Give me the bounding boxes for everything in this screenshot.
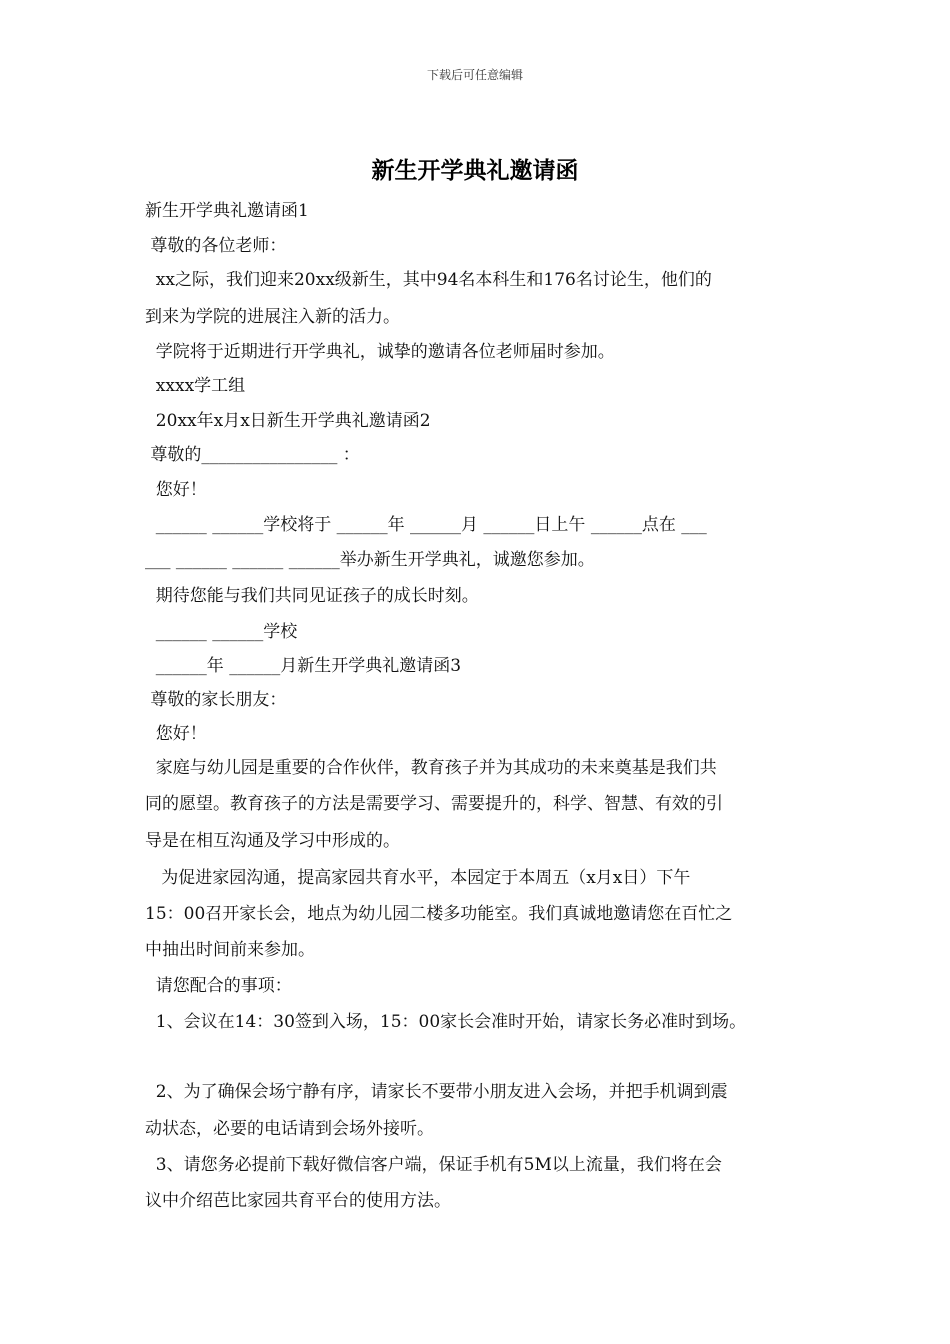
body-line: ___ ______ ______ ______举办新生开学典礼，诚邀您参加。: [145, 550, 595, 570]
body-line: xxxx学工组: [145, 376, 246, 396]
body-line: 尊敬的________________ ：: [145, 445, 360, 465]
body-line: 15：00召开家长会，地点为幼儿园二楼多功能室。我们真诚地邀请您在百忙之: [145, 904, 733, 924]
body-line: 2、为了确保会场宁静有序，请家长不要带小朋友进入会场，并把手机调到震: [145, 1082, 728, 1102]
body-line: 您好！: [145, 724, 207, 744]
download-note: 下载后可任意编辑: [426, 68, 523, 82]
body-line: 期待您能与我们共同见证孩子的成长时刻。: [145, 586, 479, 606]
body-line: 动状态，必要的电话请到会场外接听。: [145, 1119, 434, 1139]
body-line: 导是在相互沟通及学习中形成的。: [145, 831, 400, 851]
body-line: ______ ______学校: [145, 622, 298, 642]
body-line: 3、请您务必提前下载好微信客户端，保证手机有5M以上流量，我们将在会: [145, 1155, 722, 1175]
document-title: 新生开学典礼邀请函: [371, 157, 579, 184]
body-line: 为促进家园沟通，提高家园共育水平，本园定于本周五（x月x日）下午: [145, 868, 691, 888]
body-line: 20xx年x月x日新生开学典礼邀请函2: [145, 411, 431, 431]
body-line: 请您配合的事项：: [145, 976, 292, 996]
body-line: 中抽出时间前来参加。: [145, 940, 315, 960]
body-line: 1、会议在14：30签到入场，15：00家长会准时开始，请家长务必准时到场。: [145, 1012, 747, 1032]
body-line: 新生开学典礼邀请函1: [145, 201, 309, 221]
body-line: 尊敬的家长朋友：: [145, 690, 287, 710]
body-line: 同的愿望。教育孩子的方法是需要学习、需要提升的，科学、智慧、有效的引: [145, 794, 723, 814]
body-line: ______年 ______月新生开学典礼邀请函3: [145, 656, 462, 676]
body-line: ______ ______学校将于 ______年 ______月 ______日上午 ______点在 ___: [145, 515, 707, 535]
body-line: xx之际，我们迎来20xx级新生，其中94名本科生和176名讨论生，他们的: [145, 270, 712, 290]
body-line: 尊敬的各位老师：: [145, 236, 287, 256]
body-line: 议中介绍芭比家园共育平台的使用方法。: [145, 1191, 451, 1211]
body-line: 您好！: [145, 480, 207, 500]
body-line: 到来为学院的进展注入新的活力。: [145, 307, 400, 327]
body-line: 学院将于近期进行开学典礼，诚挚的邀请各位老师届时参加。: [145, 342, 615, 362]
body-line: 家庭与幼儿园是重要的合作伙伴，教育孩子并为其成功的未来奠基是我们共: [145, 758, 717, 778]
